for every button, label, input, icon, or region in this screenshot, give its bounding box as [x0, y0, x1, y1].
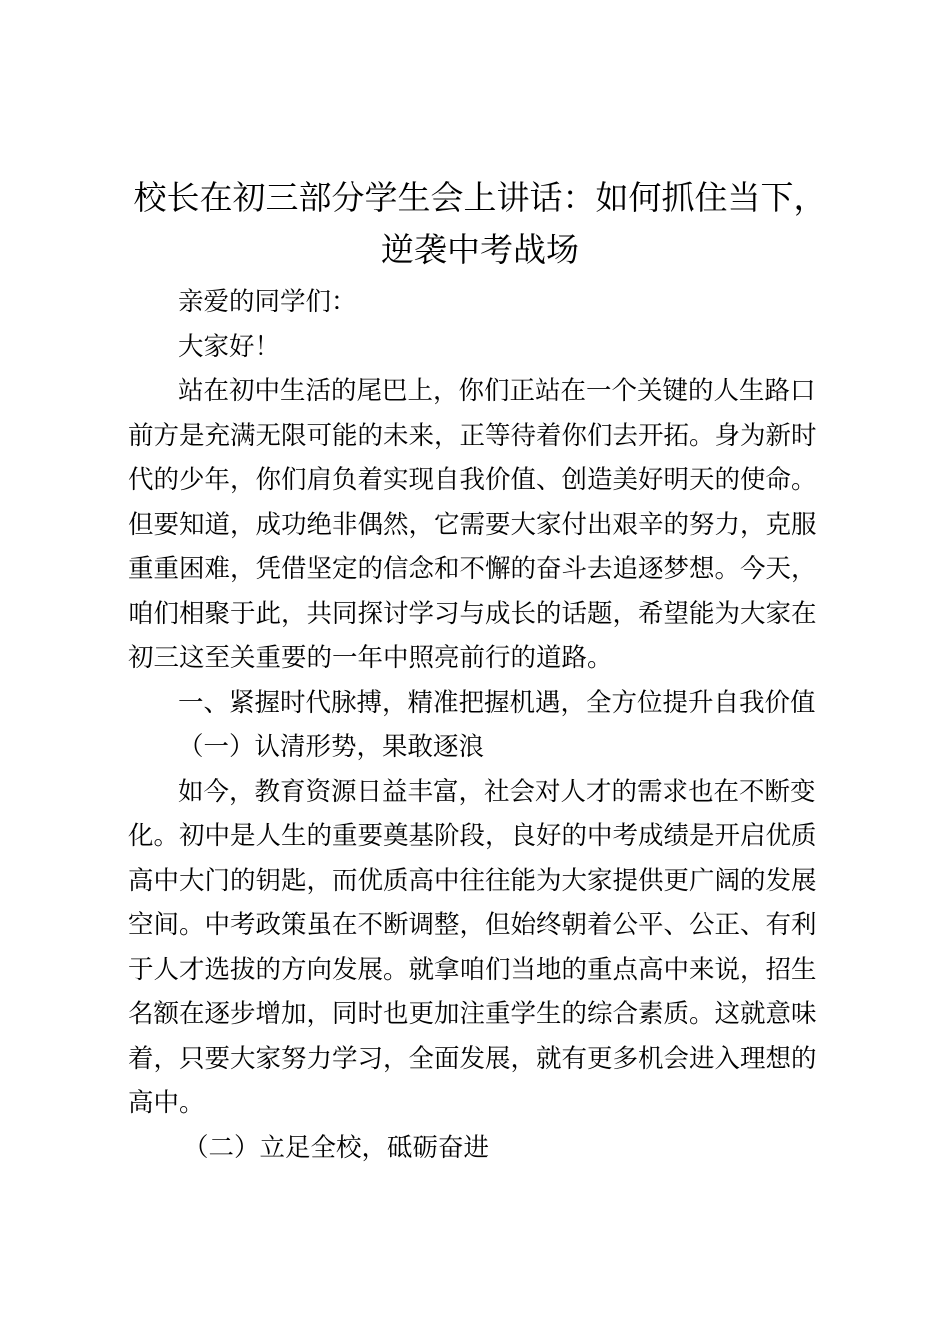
intro-line: 重重困难，凭借坚定的信念和不懈的奋斗去追逐梦想。今天，	[128, 554, 817, 584]
intro-line: 但要知道，成功绝非偶然，它需要大家付出艰辛的努力，克服	[128, 509, 817, 540]
intro-line: 咱们相聚于此，共同探讨学习与成长的话题，希望能为大家在	[128, 598, 817, 629]
paragraph-line: 如今，教育资源日益丰富，社会对人才的需求也在不断变	[178, 776, 816, 807]
salutation: 亲爱的同学们：	[178, 287, 357, 317]
paragraph-line: 于人才选拔的方向发展。就拿咱们当地的重点高中来说，招生	[128, 954, 817, 985]
subsection-heading: （一）认清形势，果敢逐浪	[178, 732, 485, 762]
paragraph-line: 高中。	[128, 1088, 205, 1118]
paragraph-line: 名额在逐步增加，同时也更加注重学生的综合素质。这就意味	[128, 999, 817, 1029]
title-line-1: 校长在初三部分学生会上讲话：如何抓住当下，	[133, 178, 827, 217]
intro-line: 前方是充满无限可能的未来，正等待着你们去开拓。身为新时	[128, 420, 817, 451]
greeting: 大家好！	[178, 331, 281, 362]
intro-line: 代的少年，你们肩负着实现自我价值、创造美好明天的使命。	[128, 465, 817, 495]
paragraph-line: 化。初中是人生的重要奠基阶段，良好的中考成绩是开启优质	[128, 821, 817, 851]
intro-line: 初三这至关重要的一年中照亮前行的道路。	[128, 643, 613, 673]
section-heading: 一、紧握时代脉搏，精准把握机遇，全方位提升自我价值	[178, 687, 816, 718]
paragraph-line: 高中大门的钥匙，而优质高中往往能为大家提供更广阔的发展	[128, 865, 817, 896]
title-line-2: 逆袭中考战场	[381, 230, 579, 269]
intro-line: 站在初中生活的尾巴上，你们正站在一个关键的人生路口	[178, 376, 816, 406]
document-body	[128, 280, 833, 1170]
document-title	[100, 172, 860, 276]
subsection-heading: （二）立足全校，砥砺奋进	[183, 1132, 490, 1163]
paragraph-line: 空间。中考政策虽在不断调整，但始终朝着公平、公正、有利	[128, 910, 817, 940]
paragraph-line: 着，只要大家努力学习，全面发展，就有更多机会进入理想的	[128, 1043, 817, 1074]
